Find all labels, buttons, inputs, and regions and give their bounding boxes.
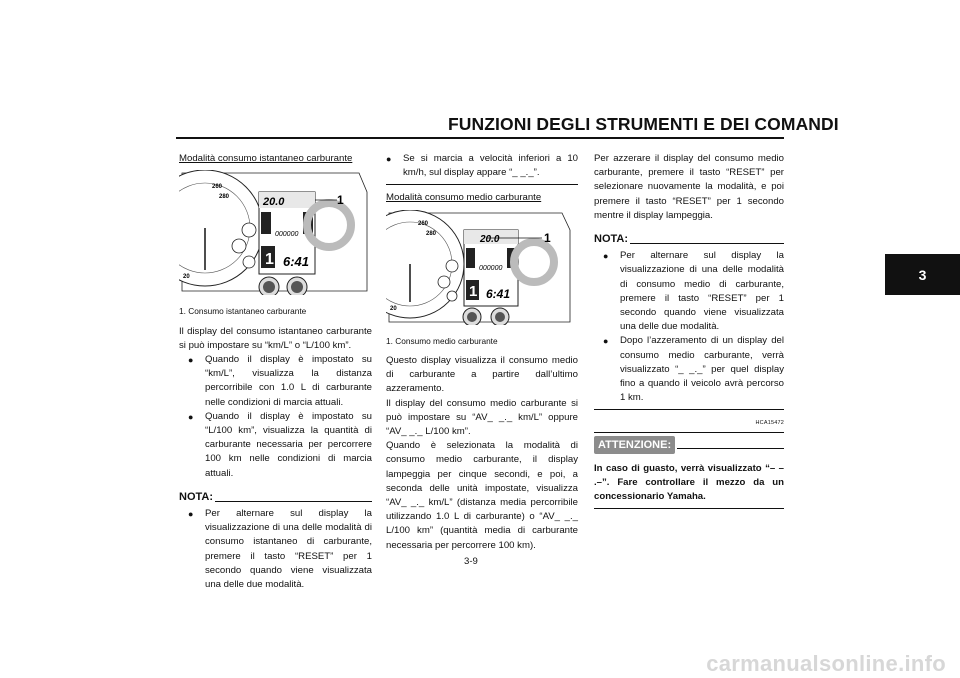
- nota-bullet: ● Dopo l’azzeramento di un display del consumo medio carburante, verrà visualizzato “_ _._” per quel display fino a quando il veicolo avrà percorso 1 km.: [603, 334, 784, 405]
- attention-header: [594, 432, 784, 454]
- chapter-tab: 3: [885, 254, 960, 295]
- column-1: [179, 152, 372, 592]
- speed-tick-260: 260: [212, 184, 223, 191]
- header-rule: [176, 137, 784, 139]
- callout-number: 1: [544, 230, 551, 245]
- odometer-readout: 000000: [479, 264, 503, 272]
- speed-tick-260: 260: [418, 220, 429, 227]
- speed-tick-20: 20: [183, 274, 190, 281]
- watermark: carmanualsonline.info: [706, 651, 946, 676]
- bullet-item: ● Se si marcia a velocità inferiori a 10 km/h, sul display appare “_ _._”.: [386, 152, 578, 180]
- nota-label: NOTA:: [594, 233, 629, 246]
- clock-readout: 6:41: [283, 254, 310, 270]
- nota-rule: [630, 243, 784, 244]
- gear-indicator: 1: [265, 251, 274, 269]
- nota-end-rule: [594, 409, 784, 410]
- odometer-readout: 000000: [275, 231, 299, 239]
- attention-text: In caso di guasto, verrà visualizzato “– – .–”. Fare controllare il mezzo da un concessionario Yamaha.: [594, 462, 784, 503]
- speed-tick-280: 280: [219, 194, 230, 201]
- nota-bullet: ● Per alternare sul display la visualizzazione di una delle modalità di consumo medio di carburante, premere il tasto “RESET” per 1 secondo quando viene visualizzata una delle due modalità.: [603, 249, 784, 334]
- figure-caption: 1. Consumo medio carburante: [386, 335, 498, 346]
- nota-header: [594, 232, 784, 246]
- page-number: 3-9: [464, 556, 478, 567]
- figure-caption: 1. Consumo istantaneo carburante: [179, 306, 307, 317]
- nota-label: NOTA:: [179, 490, 214, 503]
- fuel-consumption-value: 20.0: [480, 233, 500, 245]
- instrument-panel-figure: [179, 170, 369, 295]
- column-3: [594, 152, 784, 515]
- paragraph: Questo display visualizza il consumo medio di carburante a partire dall’ultimo azzeramento.: [386, 355, 578, 395]
- column-2: [386, 152, 578, 553]
- section-title-average: Modalità consumo medio carburante: [386, 192, 542, 204]
- clock-readout: 6:41: [486, 286, 511, 301]
- intro-paragraph: Per azzerare il display del consumo medio carburante, premere il tasto “RESET” per selezionare nuovamente la modalità, e poi premere il tasto “RESET” per 1 secondo mentre il display lampeggia.: [594, 153, 784, 221]
- attention-end-rule: [594, 508, 784, 509]
- reference-code: HCA15472: [755, 420, 784, 427]
- nota-header: [179, 490, 372, 504]
- instrument-panel-figure: [386, 210, 576, 325]
- intro-paragraph: Il display del consumo istantaneo carburante si può impostare su “km/L” o “L/100 km”.: [179, 325, 372, 351]
- nota-bullet: ● Per alternare sul display la visualizzazione di una delle modalità di consumo istantaneo di carburante, premere il tasto “RESET” per 1 secondo quando viene visualizzata una delle due modalità.: [188, 507, 372, 592]
- paragraph: Quando è selezionata la modalità di consumo medio carburante, il display lampeggia per cinque secondi, e poi, a seconda delle unità impostate, visualizza “AV_ _._ km/L” (distanza media percorribile utilizzando 1.0 L di carburante) o “AV_ _._ L/100 km” (quantità media di carburante necessaria per percorrere 100 km).: [386, 440, 578, 551]
- speed-tick-280: 280: [426, 230, 437, 237]
- bullet-item: ● Quando il display è impostato su “L/100 km”, visualizza la quantità di carburante necessaria per percorrere 100 km nelle condizioni di marcia attuali.: [188, 410, 372, 481]
- bullet-item: ● Quando il display è impostato su “km/L”, visualizza la distanza percorribile con 1.0 L di carburante nelle condizioni di marcia attuali.: [188, 353, 372, 410]
- attention-rule: [677, 448, 784, 449]
- paragraph: Il display del consumo medio carburante si può impostare su “AV_ _._ km/L” oppure “AV_ _._ L/100 km”.: [386, 397, 578, 438]
- fuel-consumption-value: 20.0: [263, 196, 285, 209]
- attention-label: ATTENZIONE:: [594, 436, 675, 454]
- speed-tick-20: 20: [390, 305, 397, 312]
- nota-end-rule: [386, 184, 578, 185]
- callout-number: 1: [337, 193, 344, 208]
- page-header-title: FUNZIONI DEGLI STRUMENTI E DEI COMANDI: [448, 114, 839, 134]
- section-title-instant: Modalità consumo istantaneo carburante: [179, 153, 353, 164]
- nota-rule: [215, 501, 372, 502]
- gear-indicator: 1: [469, 282, 478, 300]
